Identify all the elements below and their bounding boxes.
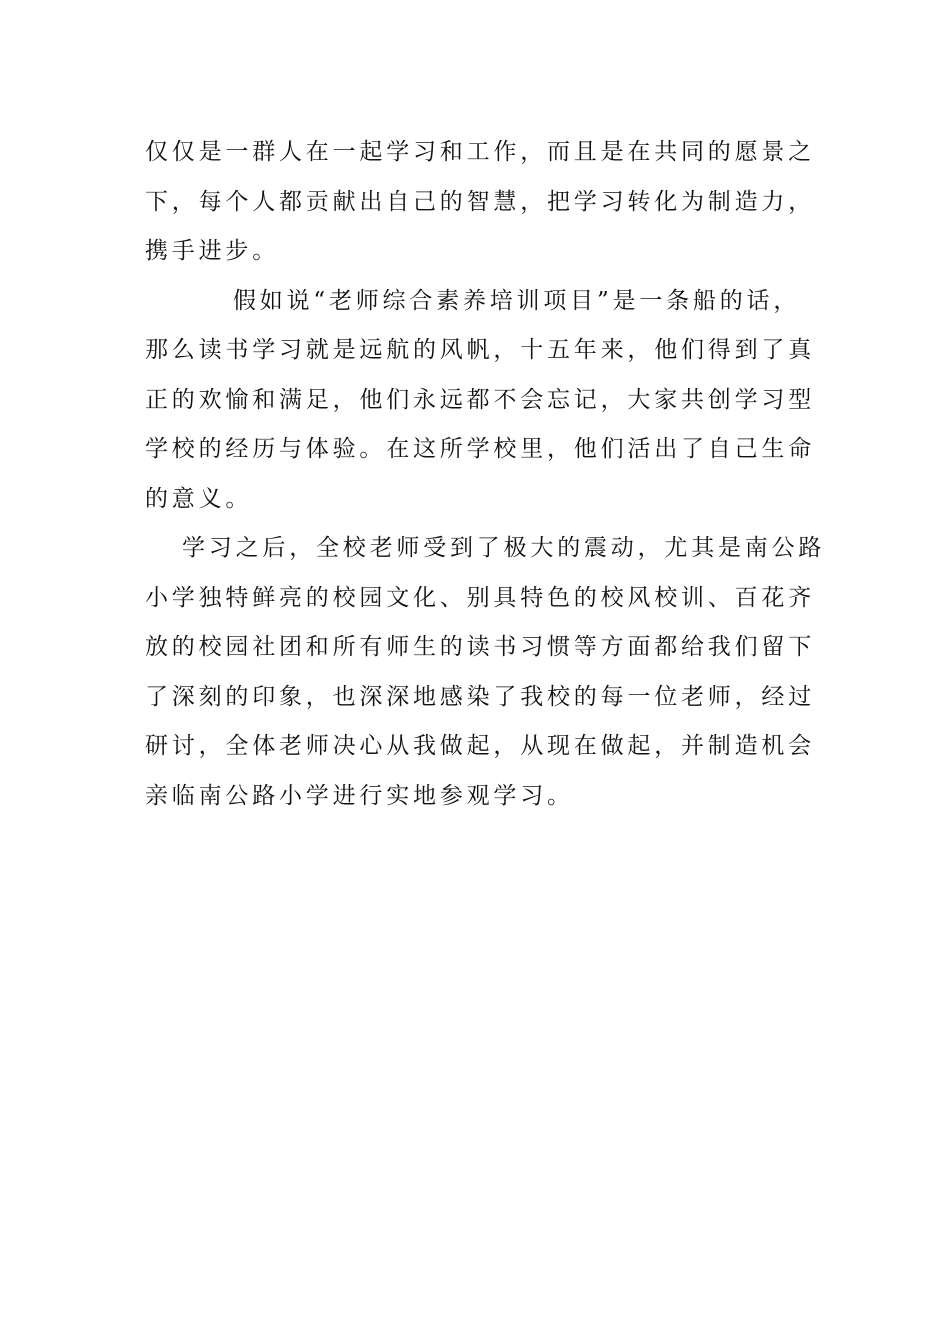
text-line: 小学独特鲜亮的校园文化、别具特色的校风校训、百花齐 [145, 584, 815, 611]
paragraph-1 [145, 128, 825, 277]
text-line: 正的欢愉和满足，他们永远都不会忘记，大家共创学习型 [145, 386, 815, 413]
text-line: 的意义。 [145, 485, 253, 512]
text-line: 仅仅是一群人在一起学习和工作，而且是在共同的愿景之 [145, 139, 815, 165]
text-line: 假如说“老师综合素养培训项目”是一条船的话， [233, 287, 801, 314]
text-line: 放的校园社团和所有师生的读书习惯等方面都给我们留下 [145, 634, 815, 660]
paragraph-3 [145, 524, 825, 821]
document-body [145, 128, 825, 821]
text-line: 了深刻的印象，也深深地感染了我校的每一位老师，经过 [145, 683, 815, 710]
text-line: 亲临南公路小学进行实地参观学习。 [145, 782, 574, 809]
text-line: 下，每个人都贡献出自己的智慧，把学习转化为制造力， [145, 188, 815, 215]
text-line: 学习之后，全校老师受到了极大的震动，尤其是南公路 [182, 535, 826, 561]
paragraph-2 [145, 277, 825, 525]
text-line: 携手进步。 [145, 238, 279, 264]
text-line: 那么读书学习就是远航的风帆，十五年来，他们得到了真 [145, 337, 815, 363]
text-line: 学校的经历与体验。在这所学校里，他们活出了自己生命 [145, 436, 815, 462]
text-line: 研讨，全体老师决心从我做起，从现在做起，并制造机会 [145, 733, 815, 759]
